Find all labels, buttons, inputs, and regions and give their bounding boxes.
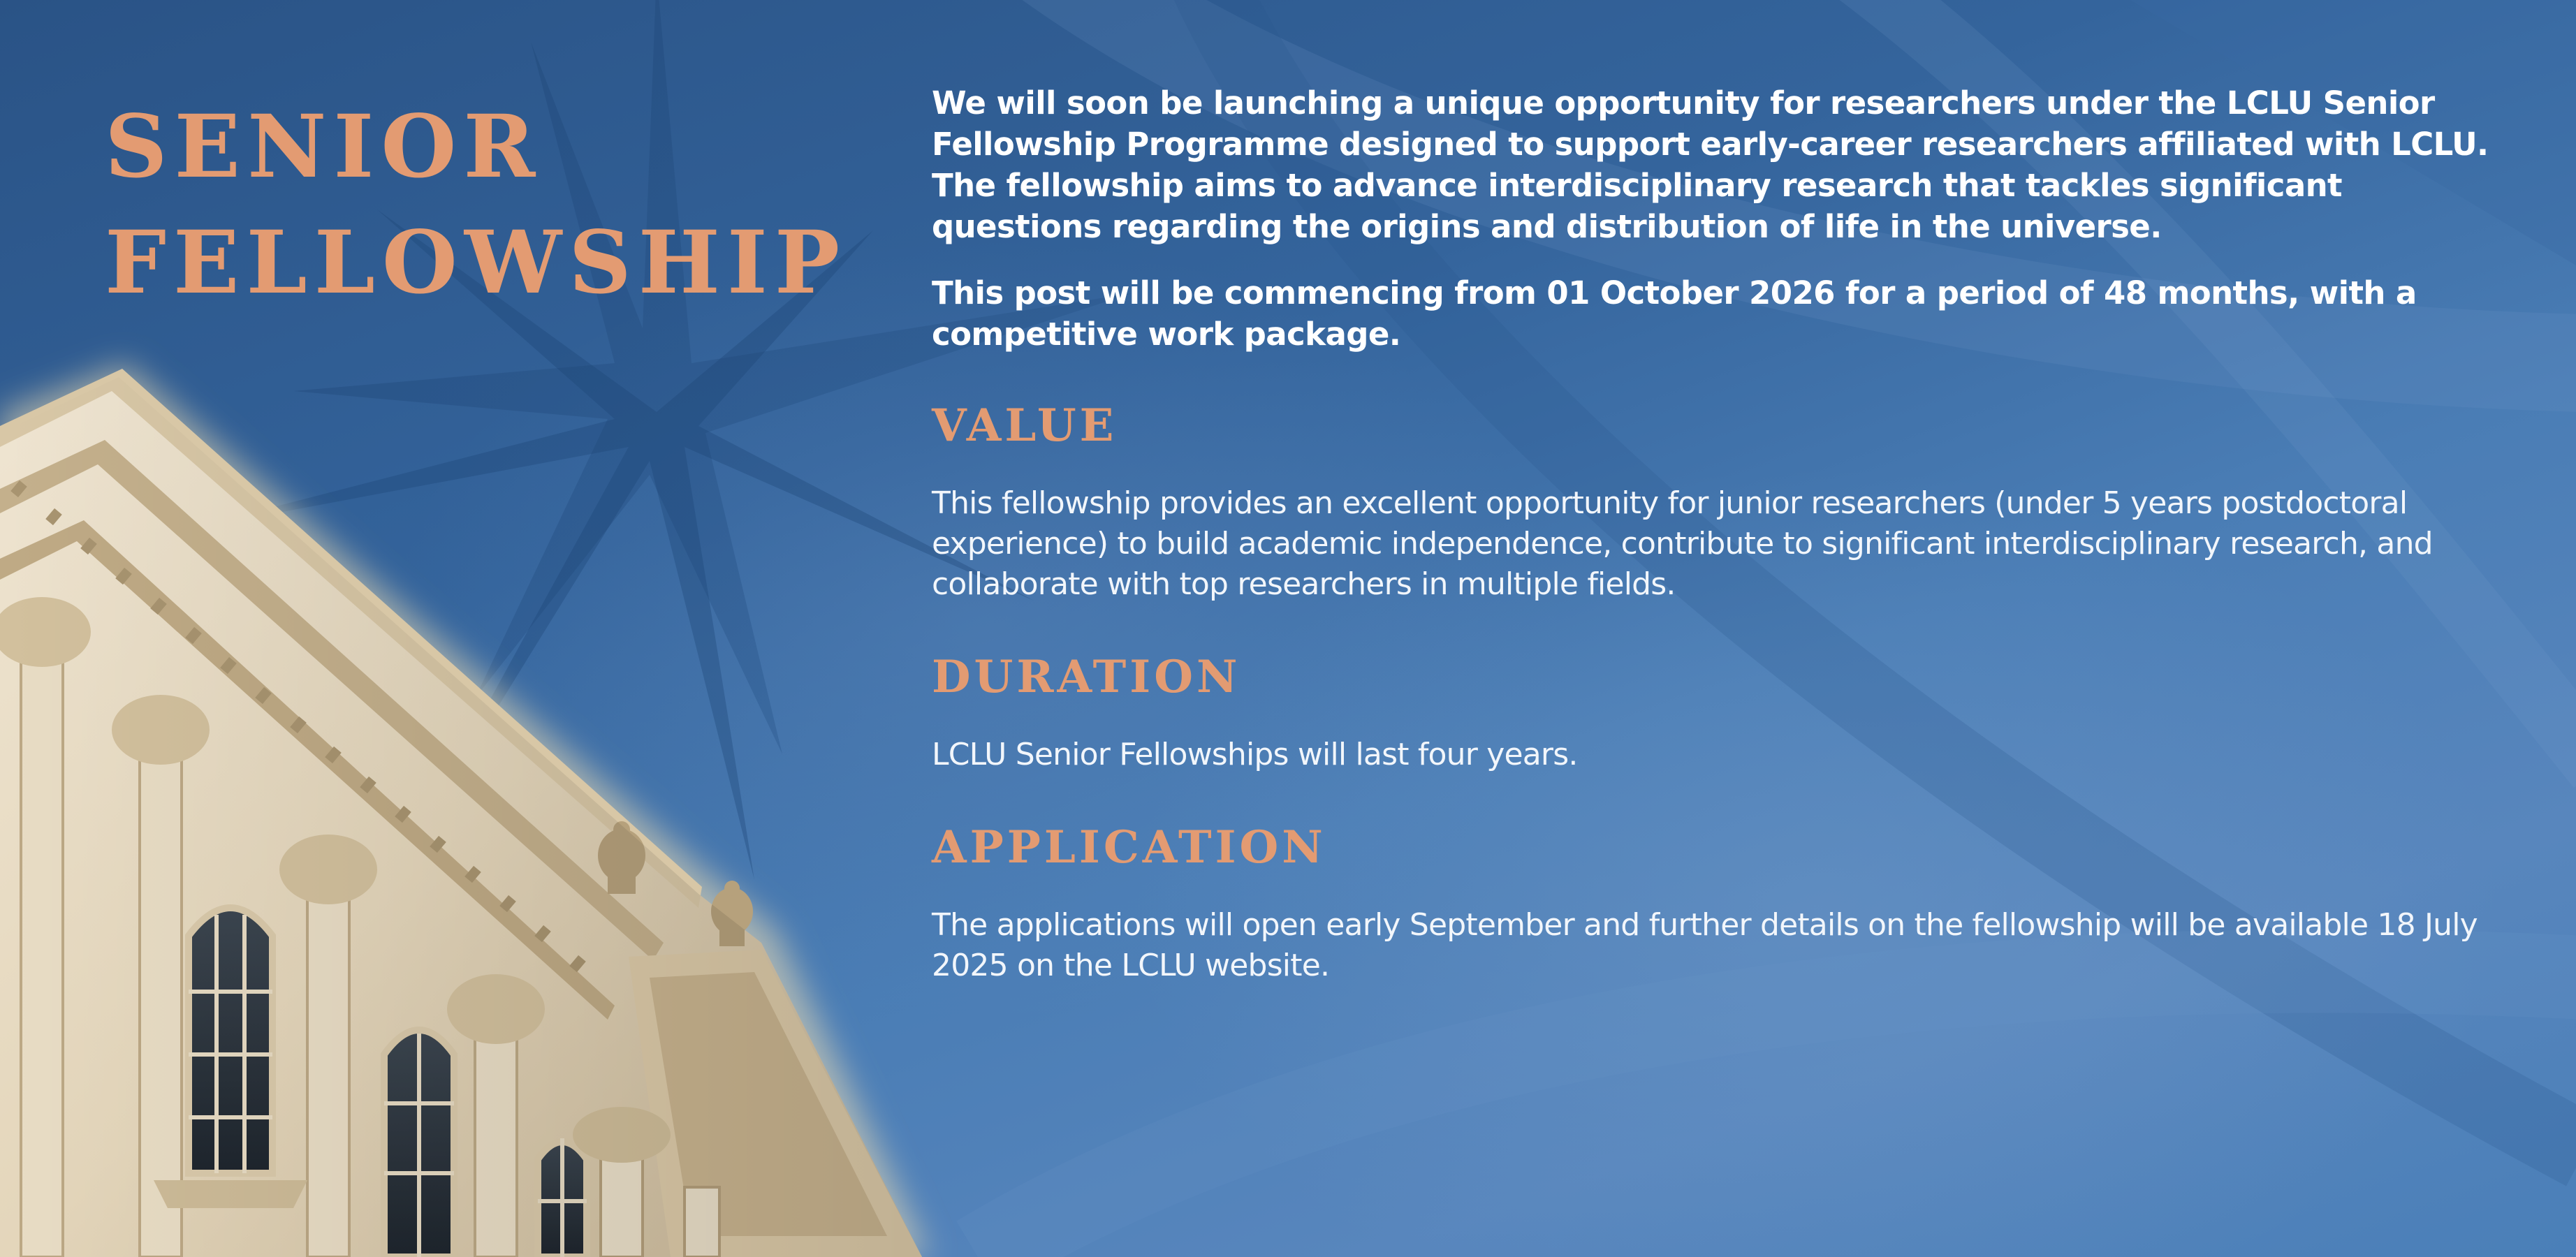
application-text: The applications will open early September and further details on the fellowship will be available 18 July 2025 on the LCLU website.: [932, 907, 2478, 983]
content-column: [932, 82, 2503, 1031]
page-title: [105, 89, 847, 321]
value-text: This fellowship provides an excellent opportunity for junior researchers (under 5 years postdoctoral experience) to build academic independence, contribute to significant interdisciplinary research, and collaborate with top researchers in multiple fields.: [932, 485, 2433, 602]
value-heading: VALUE: [932, 399, 1118, 452]
commencement-paragraph: This post will be commencing from 01 October 2026 for a period of 48 months, with a competitive work package.: [932, 274, 2417, 353]
title-line-1: SENIOR: [105, 96, 543, 198]
application-heading: APPLICATION: [932, 821, 1326, 874]
title-line-2: FELLOWSHIP: [105, 212, 847, 314]
duration-heading: DURATION: [932, 651, 1241, 703]
intro-paragraph: We will soon be launching a unique opportunity for researchers under the LCLU Senior Fellowship Programme designed to support early-career researchers affiliated with LCLU. The fellowship aims to advance interdisciplinary research that tackles significant questions regarding the origins and distribution of life in the universe.: [932, 84, 2489, 245]
duration-text: LCLU Senior Fellowships will last four years.: [932, 737, 1578, 772]
